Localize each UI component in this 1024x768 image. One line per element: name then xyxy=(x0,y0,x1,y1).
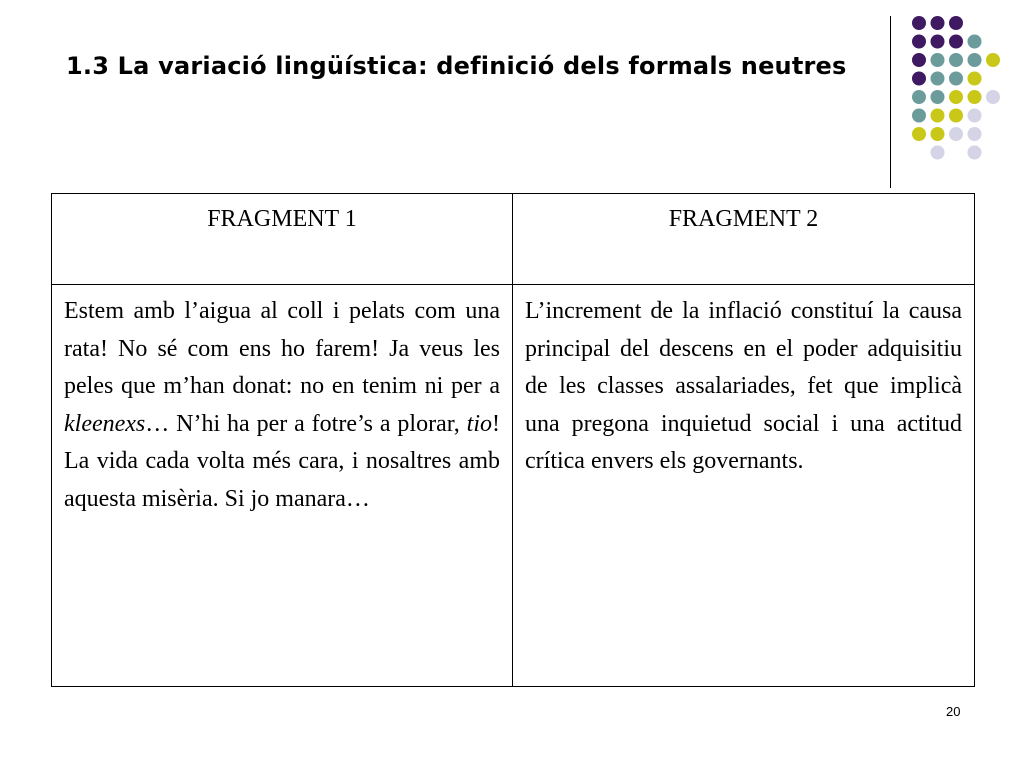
decorative-dot xyxy=(931,146,945,160)
decorative-dot xyxy=(949,109,963,123)
decorative-dot xyxy=(949,53,963,67)
fragment-2-header: FRAGMENT 2 xyxy=(513,194,975,285)
decorative-dot xyxy=(912,127,926,141)
decorative-dot xyxy=(986,90,1000,104)
fragment-1-italic-tio: tio xyxy=(466,410,492,437)
decorative-dot xyxy=(949,127,963,141)
fragment-1-header: FRAGMENT 1 xyxy=(52,194,513,285)
fragment-2-cell xyxy=(513,285,975,687)
decorative-dot xyxy=(968,72,982,86)
fragment-1-italic-kleenexs: kleenexs xyxy=(64,410,146,437)
decorative-dot xyxy=(949,90,963,104)
decorative-dot xyxy=(986,53,1000,67)
fragment-1-cell xyxy=(52,285,513,687)
decorative-dot xyxy=(931,109,945,123)
decorative-dot xyxy=(949,35,963,49)
decorative-dot xyxy=(968,90,982,104)
decorative-dot xyxy=(912,90,926,104)
page-number: 20 xyxy=(946,704,961,719)
decorative-dot xyxy=(912,53,926,67)
decorative-dot xyxy=(931,72,945,86)
decorative-dot xyxy=(968,127,982,141)
fragment-1-text-part-3: ! La vida cada volta més cara, i nosaltres amb aquesta misèria. Si jo manara… xyxy=(64,410,500,512)
decorative-dot xyxy=(968,53,982,67)
fragment-1-text-part-1: Estem amb l’aigua al coll i pelats com una rata! No sé com ens ho farem! Ja veus les peles que m’han donat: no en tenim ni per a xyxy=(64,298,500,399)
decorative-dot xyxy=(912,35,926,49)
decorative-dot xyxy=(949,16,963,30)
decorative-dot xyxy=(931,90,945,104)
decorative-dot xyxy=(949,72,963,86)
decorative-dot-grid xyxy=(906,14,1006,164)
decorative-dot xyxy=(912,16,926,30)
decorative-dot xyxy=(968,146,982,160)
decorative-dot xyxy=(931,35,945,49)
decorative-dot xyxy=(931,53,945,67)
decorative-dot xyxy=(912,72,926,86)
fragment-2-text: L’increment de la inflació constituí la causa principal del descens en el poder adquisitiu de les classes assalariades, fet que implicà una pregona inquietud social i una actitud crítica envers els governants. xyxy=(525,298,962,474)
decorative-dot xyxy=(968,109,982,123)
fragment-1-text xyxy=(64,293,500,518)
slide-title: 1.3 La variació lingüística: definició dels formals neutres xyxy=(66,52,847,80)
table-body-row xyxy=(52,285,975,687)
decorative-dot xyxy=(912,109,926,123)
table-header-row xyxy=(52,194,975,285)
fragment-1-text-part-2: … N’hi ha per a fotre’s a plorar, xyxy=(145,410,467,437)
decorative-dot xyxy=(931,16,945,30)
title-divider-line xyxy=(890,16,891,188)
decorative-dot xyxy=(968,35,982,49)
decorative-dot xyxy=(931,127,945,141)
fragments-table xyxy=(51,193,975,687)
